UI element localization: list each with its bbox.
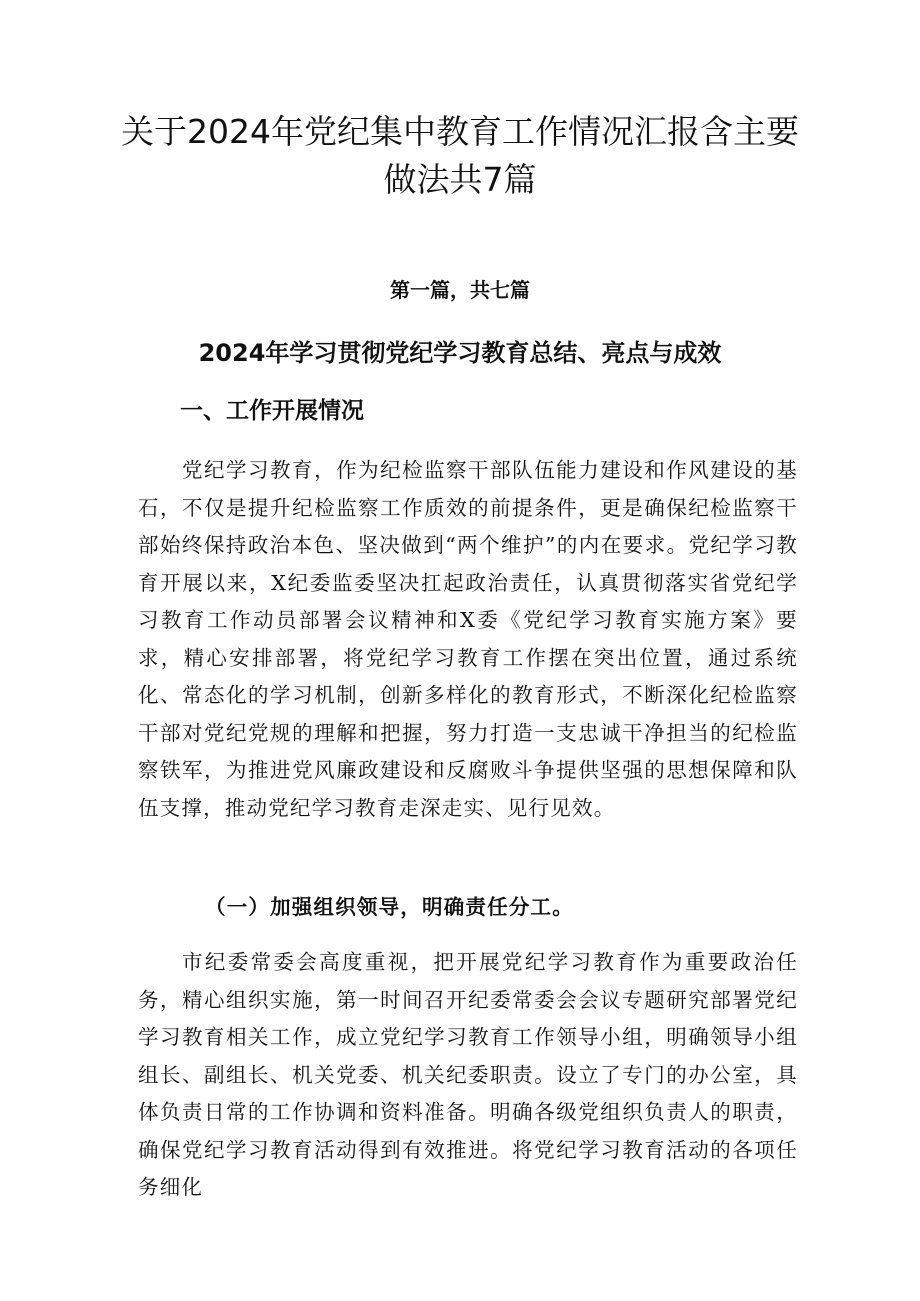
chapter-label: 第一篇，共七篇: [390, 278, 530, 302]
document-title: 关于2024年党纪集中教育工作情况汇报含主要做法共7篇: [121, 112, 799, 199]
body-paragraph-1: 党纪学习教育，作为纪检监察干部队伍能力建设和作风建设的基石，不仅是提升纪检监察工作质效的前提条件，更是确保纪检监察干部始终保持政治本色、坚决做到“两个维护”的内在要求。党纪学习教育开展以来，X纪委监委坚决扛起政治责任，认真贯彻落实省党纪学习教育工作动员部署会议精神和X委《党纪学习教育实施方案》要求，精心安排部署，将党纪学习教育工作摆在突出位置，通过系统化、常态化的学习机制，创新多样化的教育形式，不断深化纪检监察干部对党纪党规的理解和把握，努力打造一支忠诚干净担当的纪检监察铁军，为推进党风廉政建设和反腐败斗争提供坚强的思想保障和队伍支撑，推动党纪学习教育走深走实、见行见效。: [138, 458, 798, 820]
section-heading: 一、工作开展情况: [180, 398, 364, 424]
sub-heading: （一）加强组织领导，明确责任分工。: [205, 895, 574, 919]
document-subtitle: 2024年学习贯彻党纪学习教育总结、亮点与成效: [198, 339, 722, 367]
body-paragraph-2: 市纪委常委会高度重视，把开展党纪学习教育作为重要政治任务，精心组织实施，第一时间召开纪委常委会会议专题研究部署党纪学习教育相关工作，成立党纪学习教育工作领导小组，明确领导小组组长、副组长、机关党委、机关纪委职责。设立了专门的办公室，具体负责日常的工作协调和资料准备。明确各级党组织负责人的职责，确保党纪学习教育活动得到有效推进。将党纪学习教育活动的各项任务细化: [138, 950, 798, 1199]
